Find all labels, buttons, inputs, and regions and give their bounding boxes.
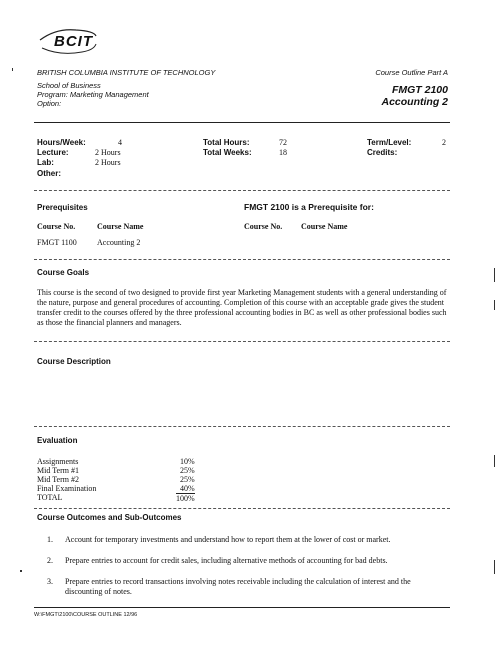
other-label: Other: bbox=[37, 169, 61, 178]
scan-mark bbox=[494, 455, 495, 467]
course-goals-heading: Course Goals bbox=[37, 268, 90, 277]
course-description-heading: Course Description bbox=[37, 357, 111, 366]
evaluation-heading: Evaluation bbox=[37, 436, 78, 445]
course-title: Accounting 2 bbox=[381, 96, 448, 108]
scan-mark bbox=[494, 560, 495, 574]
outcome-2-text: Prepare entries to account for credit sales, including alternative methods of accounting for bad debts. bbox=[65, 556, 388, 565]
scan-mark bbox=[20, 570, 22, 572]
outcome-3-number: 3. bbox=[47, 577, 53, 586]
outcome-1-text: Account for temporary investments and understand how to report them at the lower of cost or market. bbox=[65, 535, 391, 544]
program-name: Program: Marketing Management bbox=[37, 90, 149, 99]
prerequisite-for-heading: FMGT 2100 is a Prerequisite for: bbox=[244, 202, 374, 212]
lecture-value: 2 Hours bbox=[95, 148, 121, 157]
evaluation-rule bbox=[34, 508, 450, 509]
description-rule bbox=[34, 426, 450, 427]
eval-final-label: Final Examination bbox=[37, 484, 97, 493]
scan-mark bbox=[494, 268, 495, 282]
eval-assignments-label: Assignments bbox=[37, 457, 79, 466]
total-weeks-value: 18 bbox=[279, 148, 287, 157]
prereq-row-course-name: Accounting 2 bbox=[97, 238, 141, 247]
eval-total-label: TOTAL bbox=[37, 493, 63, 502]
outcome-1-number: 1. bbox=[47, 535, 53, 544]
eval-total-value: 100% bbox=[176, 494, 195, 503]
option-label: Option: bbox=[37, 99, 62, 108]
lab-label: Lab: bbox=[37, 158, 54, 167]
logo-text: BCIT bbox=[54, 33, 93, 50]
prerequisites-heading: Prerequisites bbox=[37, 203, 88, 212]
prereq-col-course-name: Course Name bbox=[97, 222, 144, 231]
lecture-label: Lecture: bbox=[37, 148, 69, 157]
term-level-value: 2 bbox=[442, 138, 446, 147]
total-hours-label: Total Hours: bbox=[203, 138, 250, 147]
course-goals-text: This course is the second of two designed to provide first year Marketing Management students with a general understanding of the nature, purpose and general procedures of accounting. Completion of this course with an acceptable grade gives the student transfer credit to the courses offered by the three professional accounting bodies in BC as well as other professional bodies such as those the financial planners and managers. bbox=[37, 288, 447, 327]
eval-final-value: 40% bbox=[180, 484, 195, 493]
prereq-row-course-no: FMGT 1100 bbox=[37, 238, 77, 247]
footer-file-path: W:\FMGT\2100\COURSE OUTLINE 12/96 bbox=[34, 612, 138, 618]
outcome-2-number: 2. bbox=[47, 556, 53, 565]
eval-midterm1-value: 25% bbox=[180, 466, 195, 475]
scan-mark bbox=[12, 68, 13, 71]
outline-label: Course Outline Part A bbox=[375, 68, 448, 77]
outcome-3-text: Prepare entries to record transactions involving notes receivable including the calculation of interest and the discounting of notes. bbox=[65, 577, 411, 596]
header-rule bbox=[34, 122, 450, 123]
scan-mark bbox=[494, 300, 495, 310]
eval-midterm1-label: Mid Term #1 bbox=[37, 466, 79, 475]
hours-week-label: Hours/Week: bbox=[37, 138, 86, 147]
total-hours-value: 72 bbox=[279, 138, 287, 147]
credits-label: Credits: bbox=[367, 148, 398, 157]
course-outcomes-heading: Course Outcomes and Sub-Outcomes bbox=[37, 513, 182, 522]
goals-rule bbox=[34, 341, 450, 342]
term-level-label: Term/Level: bbox=[367, 138, 412, 147]
prereq-col-course-no: Course No. bbox=[37, 222, 76, 231]
school-name: School of Business bbox=[37, 81, 101, 90]
bcit-logo bbox=[36, 24, 100, 58]
footer-rule bbox=[34, 607, 450, 608]
institution-name: BRITISH COLUMBIA INSTITUTE OF TECHNOLOGY bbox=[37, 68, 216, 77]
prereq-for-col-course-name: Course Name bbox=[301, 222, 348, 231]
course-code: FMGT 2100 bbox=[391, 84, 448, 96]
eval-midterm2-value: 25% bbox=[180, 475, 195, 484]
eval-midterm2-label: Mid Term #2 bbox=[37, 475, 79, 484]
prereq-for-col-course-no: Course No. bbox=[244, 222, 283, 231]
total-weeks-label: Total Weeks: bbox=[203, 148, 252, 157]
hours-week-value: 4 bbox=[118, 138, 122, 147]
lab-value: 2 Hours bbox=[95, 158, 121, 167]
prereq-rule bbox=[34, 259, 450, 260]
hours-rule bbox=[34, 190, 450, 191]
eval-assignments-value: 10% bbox=[180, 457, 195, 466]
